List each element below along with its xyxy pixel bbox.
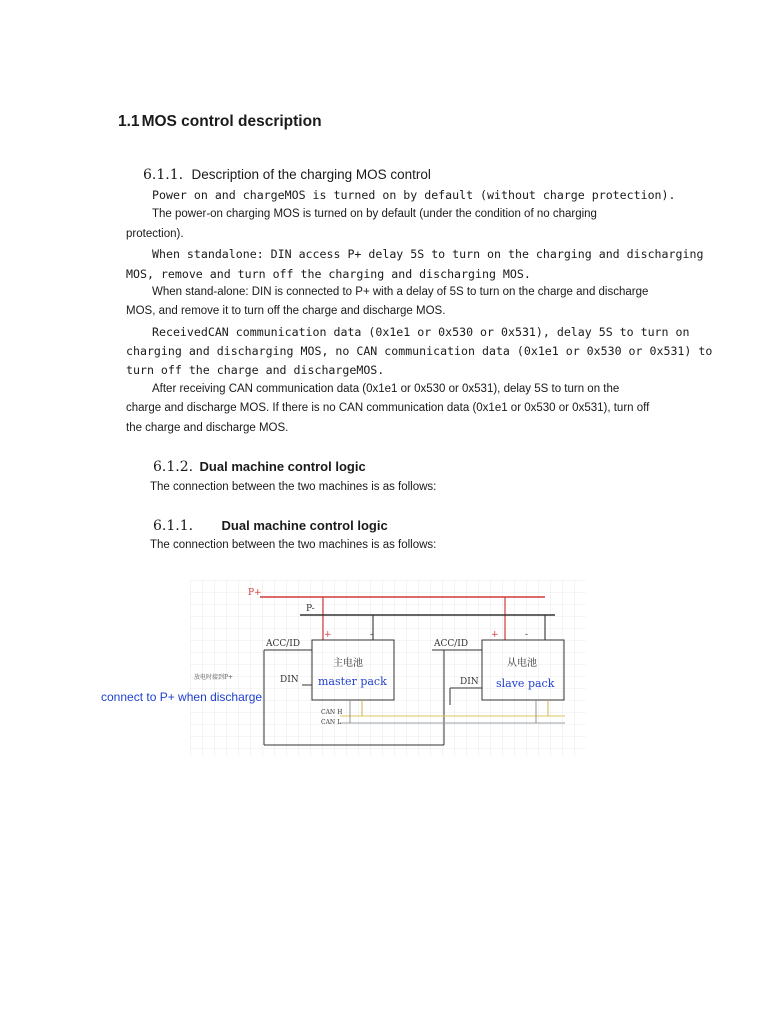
paragraph-translation: When stand-alone: DIN is connected to P+ with a delay of 5S to turn on the charge and discharge	[152, 286, 649, 298]
section-dual-title	[153, 517, 388, 535]
section-title: Dual machine control logic	[199, 459, 366, 474]
paragraph-translation: the charge and discharge MOS.	[126, 422, 289, 434]
paragraph-translation: charge and discharge MOS. If there is no CAN communication data (0x1e1 or 0x530 or 0x531), turn off	[126, 402, 650, 414]
section-number: 6.1.1.	[143, 167, 184, 183]
heading-title: MOS control description	[141, 113, 322, 130]
plus-terminal-slave: +	[491, 630, 499, 640]
p-plus-label: P+	[248, 588, 262, 598]
slave-pack-en: slave pack	[496, 677, 555, 690]
section-dual-title	[153, 458, 366, 476]
p-minus-label: P-	[306, 604, 315, 614]
slave-pack-cn: 从电池	[507, 658, 537, 669]
section-number: 6.1.1.	[153, 518, 194, 534]
din-master: DIN	[280, 675, 299, 685]
can-l-label: CAN L	[321, 719, 342, 726]
paragraph-original: MOS, remove and turn off the charging and discharging MOS.	[126, 267, 531, 281]
plus-terminal-master: +	[324, 630, 332, 640]
section-title: Dual machine control logic	[221, 518, 388, 533]
section-title: Description of the charging MOS control	[191, 167, 431, 182]
page-heading	[118, 113, 322, 131]
discharge-note: connect to P+ when discharge	[101, 690, 263, 704]
master-pack-en: master pack	[318, 675, 387, 688]
minus-terminal-master: -	[370, 630, 374, 640]
paragraph-original: Power on and chargeMOS is turned on by default (without charge protection).	[152, 188, 676, 202]
paragraph-original: ReceivedCAN communication data (0x1e1 or 0x530 or 0x531), delay 5S to turn on	[152, 325, 690, 339]
acc-id-master: ACC/ID	[266, 639, 301, 649]
master-pack-cn: 主电池	[333, 658, 363, 669]
paragraph-translation: MOS, and remove it to turn off the charge and discharge MOS.	[126, 305, 446, 317]
paragraph-translation: After receiving CAN communication data (0x1e1 or 0x530 or 0x531), delay 5S to turn on the	[152, 383, 620, 395]
section-charging-title	[143, 166, 431, 184]
minus-terminal-slave: -	[525, 630, 529, 640]
paragraph-original: turn off the charge and dischargeMOS.	[126, 363, 385, 377]
heading-number: 1.1	[118, 113, 140, 130]
din-note-cn: 放电时接到P+	[194, 674, 234, 681]
section-text: The connection between the two machines is as follows:	[150, 539, 437, 551]
paragraph-original: When standalone: DIN access P+ delay 5S to turn on the charging and discharging	[152, 247, 704, 261]
acc-id-slave: ACC/ID	[434, 639, 469, 649]
din-slave: DIN	[460, 677, 479, 687]
paragraph-translation: protection).	[126, 228, 184, 240]
wiring-diagram	[190, 580, 586, 756]
paragraph-translation: The power-on charging MOS is turned on by default (under the condition of no charging	[152, 208, 597, 220]
section-text: The connection between the two machines is as follows:	[150, 481, 437, 493]
section-number: 6.1.2.	[153, 459, 194, 475]
paragraph-original: charging and discharging MOS, no CAN communication data (0x1e1 or 0x530 or 0x531) to	[126, 344, 713, 358]
can-h-label: CAN H	[321, 709, 343, 716]
